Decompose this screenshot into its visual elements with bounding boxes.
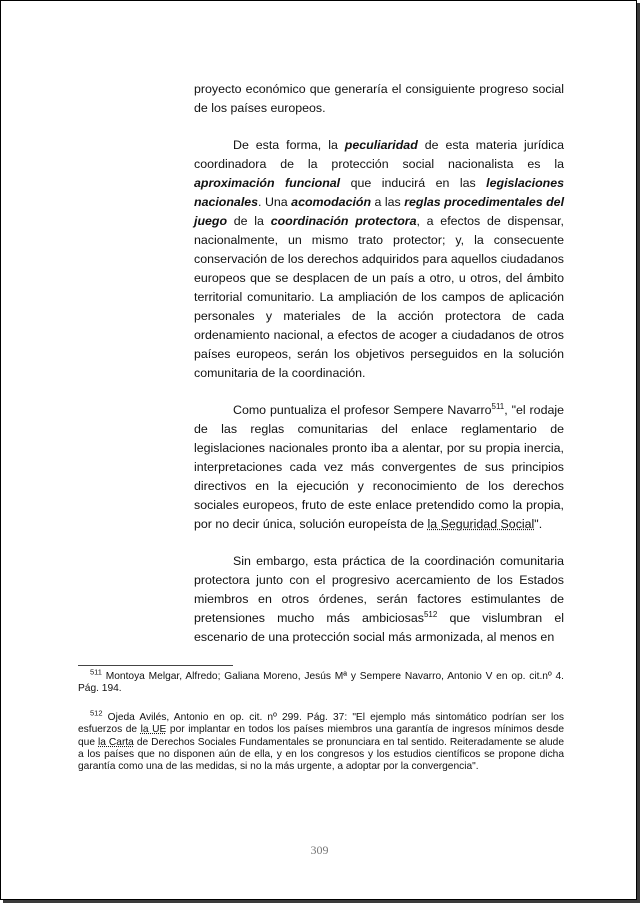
text-span: , a efectos de dispensar, nacionalmente, un mismo trato protector; y, la consecuente conservación de los derechos adquiridos para aquellos ciudadanos europeos que se desplacen de un país a otro, u otros, del ámbito territorial comunitario. La ampliación de los campos de aplicación personales y materiales de la acción protectora de cada ordenamiento nacional, a efectos de acoger a ciudadanos de otros países europeos, serán los objetivos perseguidos en la solución comunitaria de la coordinación. [194,214,564,380]
body-text [194,80,564,647]
text-span: de esta materia jurídica coordinadora de la protección social nacionalista es la [194,138,564,171]
text-span: Sin embargo, esta práctica de la coordinación comunitaria protectora junto con el progresivo acercamiento de los Estados miembros en otros órdenes, serán factores estimulantes de pretensiones mucho más ambiciosas [194,554,564,625]
footnote-text: Montoya Melgar, Alfredo; Galiana Moreno, Jesús Mª y Sempere Navarro, Antonio V en op. cit.nº 4. Pág. 194. [78,671,564,695]
footnote-text: por implantar en todos los países miembros una garantía de ingresos mínimos desde que [78,724,564,748]
text-span: a las [371,195,405,209]
emphasis-peculiaridad: peculiaridad [344,138,418,152]
footnote-ref-512[interactable]: 512 [423,609,438,619]
footnote-511 [78,667,564,696]
footnote-ref-511[interactable]: 511 [491,401,505,411]
text-span: Como puntualiza el profesor Sempere Navarro [233,403,492,417]
footnote-number: 511 [90,667,102,677]
emphasis-coordinacion-protectora: coordinación protectora [270,214,417,228]
footnote-text: Ojeda Avilés, Antonio en op. cit. nº 299. Pág. 37: "El ejemplo más sintomático podrían ser los esfuerzos de [78,711,564,736]
underlined-term: la Carta [98,736,134,748]
emphasis-reglas-procedimentales: reglas procedimentales del juego [194,195,565,228]
paragraph-2 [194,136,564,383]
footnote-512 [78,708,564,774]
emphasis-legislaciones-nacionales: legislaciones nacionales [194,176,564,209]
emphasis-aproximacion-funcional: aproximación funcional [194,176,341,190]
paragraph-1: proyecto económico que generaría el consiguiente progreso social de los países europeos. [194,82,564,115]
paragraph-3 [194,401,564,534]
page-number: 309 [310,843,329,857]
footnotes [78,667,564,774]
underlined-term: la Seguridad Social [427,517,535,531]
text-span: , "el rodaje de las reglas comunitarias del enlace reglamentario de legislaciones nacionales pronto iba a alentar, por su propia inercia, interpretaciones cada vez más convergentes de sus principios directivos en la ejecución y reconocimiento de los derechos sociales europeos, fruto de este enlace pretendido como la propia, por no decir única, solución europeísta de [194,403,564,531]
text-span: . Una [258,195,292,209]
text-span: que inducirá en las [340,176,487,190]
footnote-text: de Derechos Sociales Fundamentales se pronunciara en tal sentido. Reiteradamente se alude a los países que no disponen aún de ella, y en los congresos y los estudios científicos se propone dicha garantía como una de las medidas, si no la más urgente, a adoptar por la convergencia". [78,736,564,773]
text-span: de la [227,214,271,228]
footnote-divider [78,665,233,666]
emphasis-acomodacion: acomodación [291,195,372,209]
paragraph-4 [194,552,564,647]
footnote-number: 512 [90,708,103,718]
text-span: que vislumbran el escenario de una protección social más armonizada, al menos en [194,611,564,644]
underlined-term: la UE [140,724,167,736]
text-span: De esta forma, la [233,138,345,152]
text-span: ". [534,517,543,531]
